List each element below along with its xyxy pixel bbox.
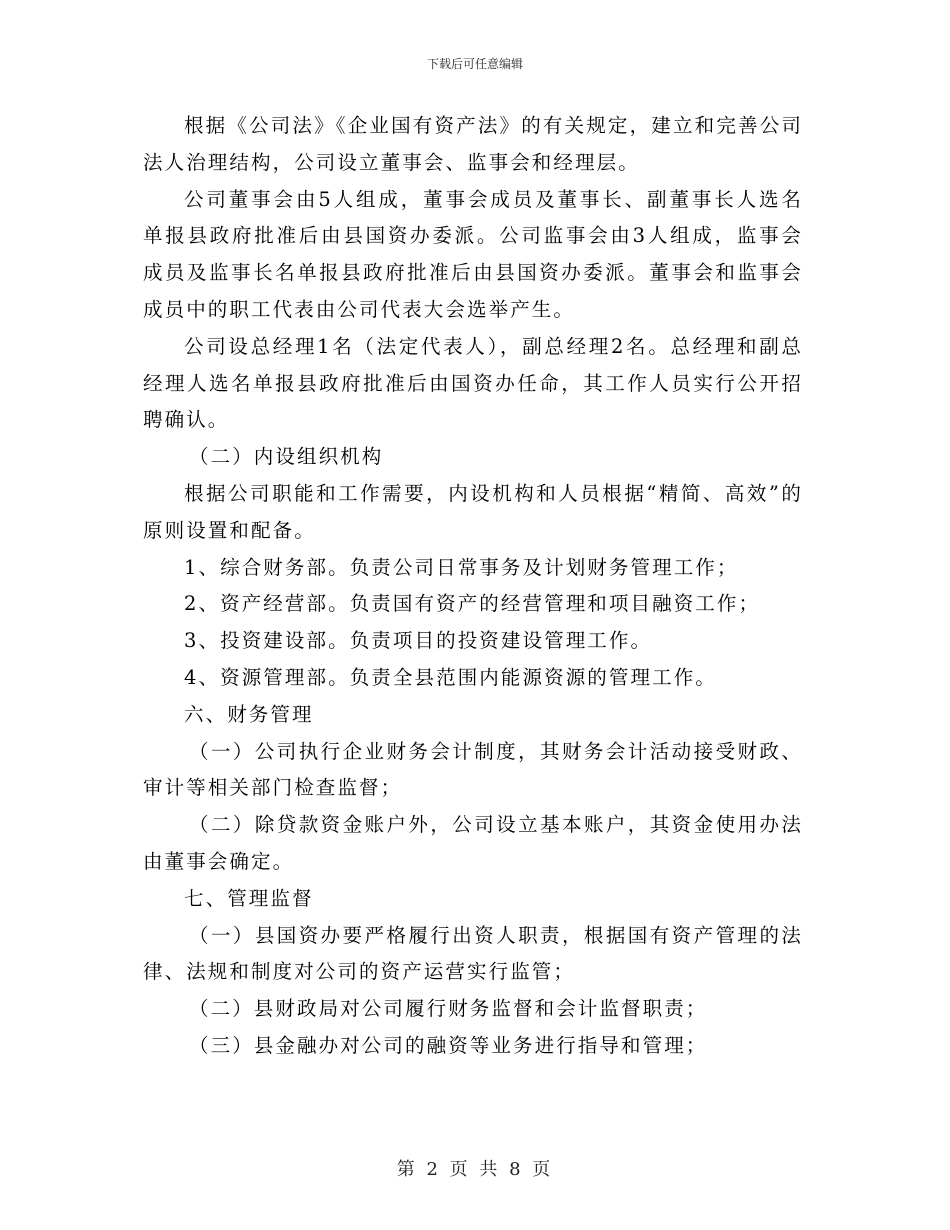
paragraph-board-composition: 公司董事会由5人组成，董事会成员及董事长、副董事长人选名单报县政府批准后由县国资办委派。公司监事会由3人组成，监事会成员及监事长名单报县政府批准后由县国资办委派。董事会和监事会成员中的职工代表由公司代表大会选举产生。 — [143, 187, 803, 321]
list-item-investment-dept: 3、投资建设部。负责项目的投资建设管理工作。 — [184, 629, 653, 653]
paragraph-supervision-3: （三）县金融办对公司的融资等业务进行指导和管理； — [189, 1033, 708, 1057]
paragraph-governance-intro: 根据《公司法》《企业国有资产法》的有关规定，建立和完善公司法人治理结构，公司设立董事会、监事会和经理层。 — [143, 114, 803, 174]
paragraph-finance-2: （二）除贷款资金账户外，公司设立基本账户，其资金使用办法由董事会确定。 — [143, 813, 803, 873]
section-heading-finance: 六、财务管理 — [184, 702, 314, 726]
document-body — [143, 108, 803, 1065]
page-number: 第 2 页 共 8 页 — [396, 1159, 554, 1180]
paragraph-internal-org: 根据公司职能和工作需要，内设机构和人员根据“精简、高效”的原则设置和配备。 — [143, 481, 803, 542]
page-header: 下载后可任意编辑 — [426, 57, 523, 71]
list-item-asset-dept: 2、资产经营部。负责国有资产的经营管理和项目融资工作； — [184, 592, 761, 616]
paragraph-supervision-1: （一）县国资办要严格履行出资人职责，根据国有资产管理的法律、法规和制度对公司的资产运营实行监管； — [143, 923, 803, 984]
paragraph-finance-1: （一）公司执行企业财务会计制度，其财务会计活动接受财政、审计等相关部门检查监督； — [143, 739, 803, 800]
section-heading-internal-org: （二）内设组织机构 — [189, 445, 384, 469]
paragraph-management: 公司设总经理1名（法定代表人），副总经理2名。总经理和副总经理人选名单报县政府批准后由国资办任命，其工作人员实行公开招聘确认。 — [143, 334, 803, 432]
paragraph-supervision-2: （二）县财政局对公司履行财务监督和会计监督职责； — [189, 997, 708, 1021]
list-item-resource-dept: 4、资源管理部。负责全县范围内能源资源的管理工作。 — [184, 665, 717, 689]
list-item-finance-dept: 1、综合财务部。负责公司日常事务及计划财务管理工作； — [184, 555, 739, 579]
section-heading-supervision: 七、管理监督 — [184, 886, 314, 910]
